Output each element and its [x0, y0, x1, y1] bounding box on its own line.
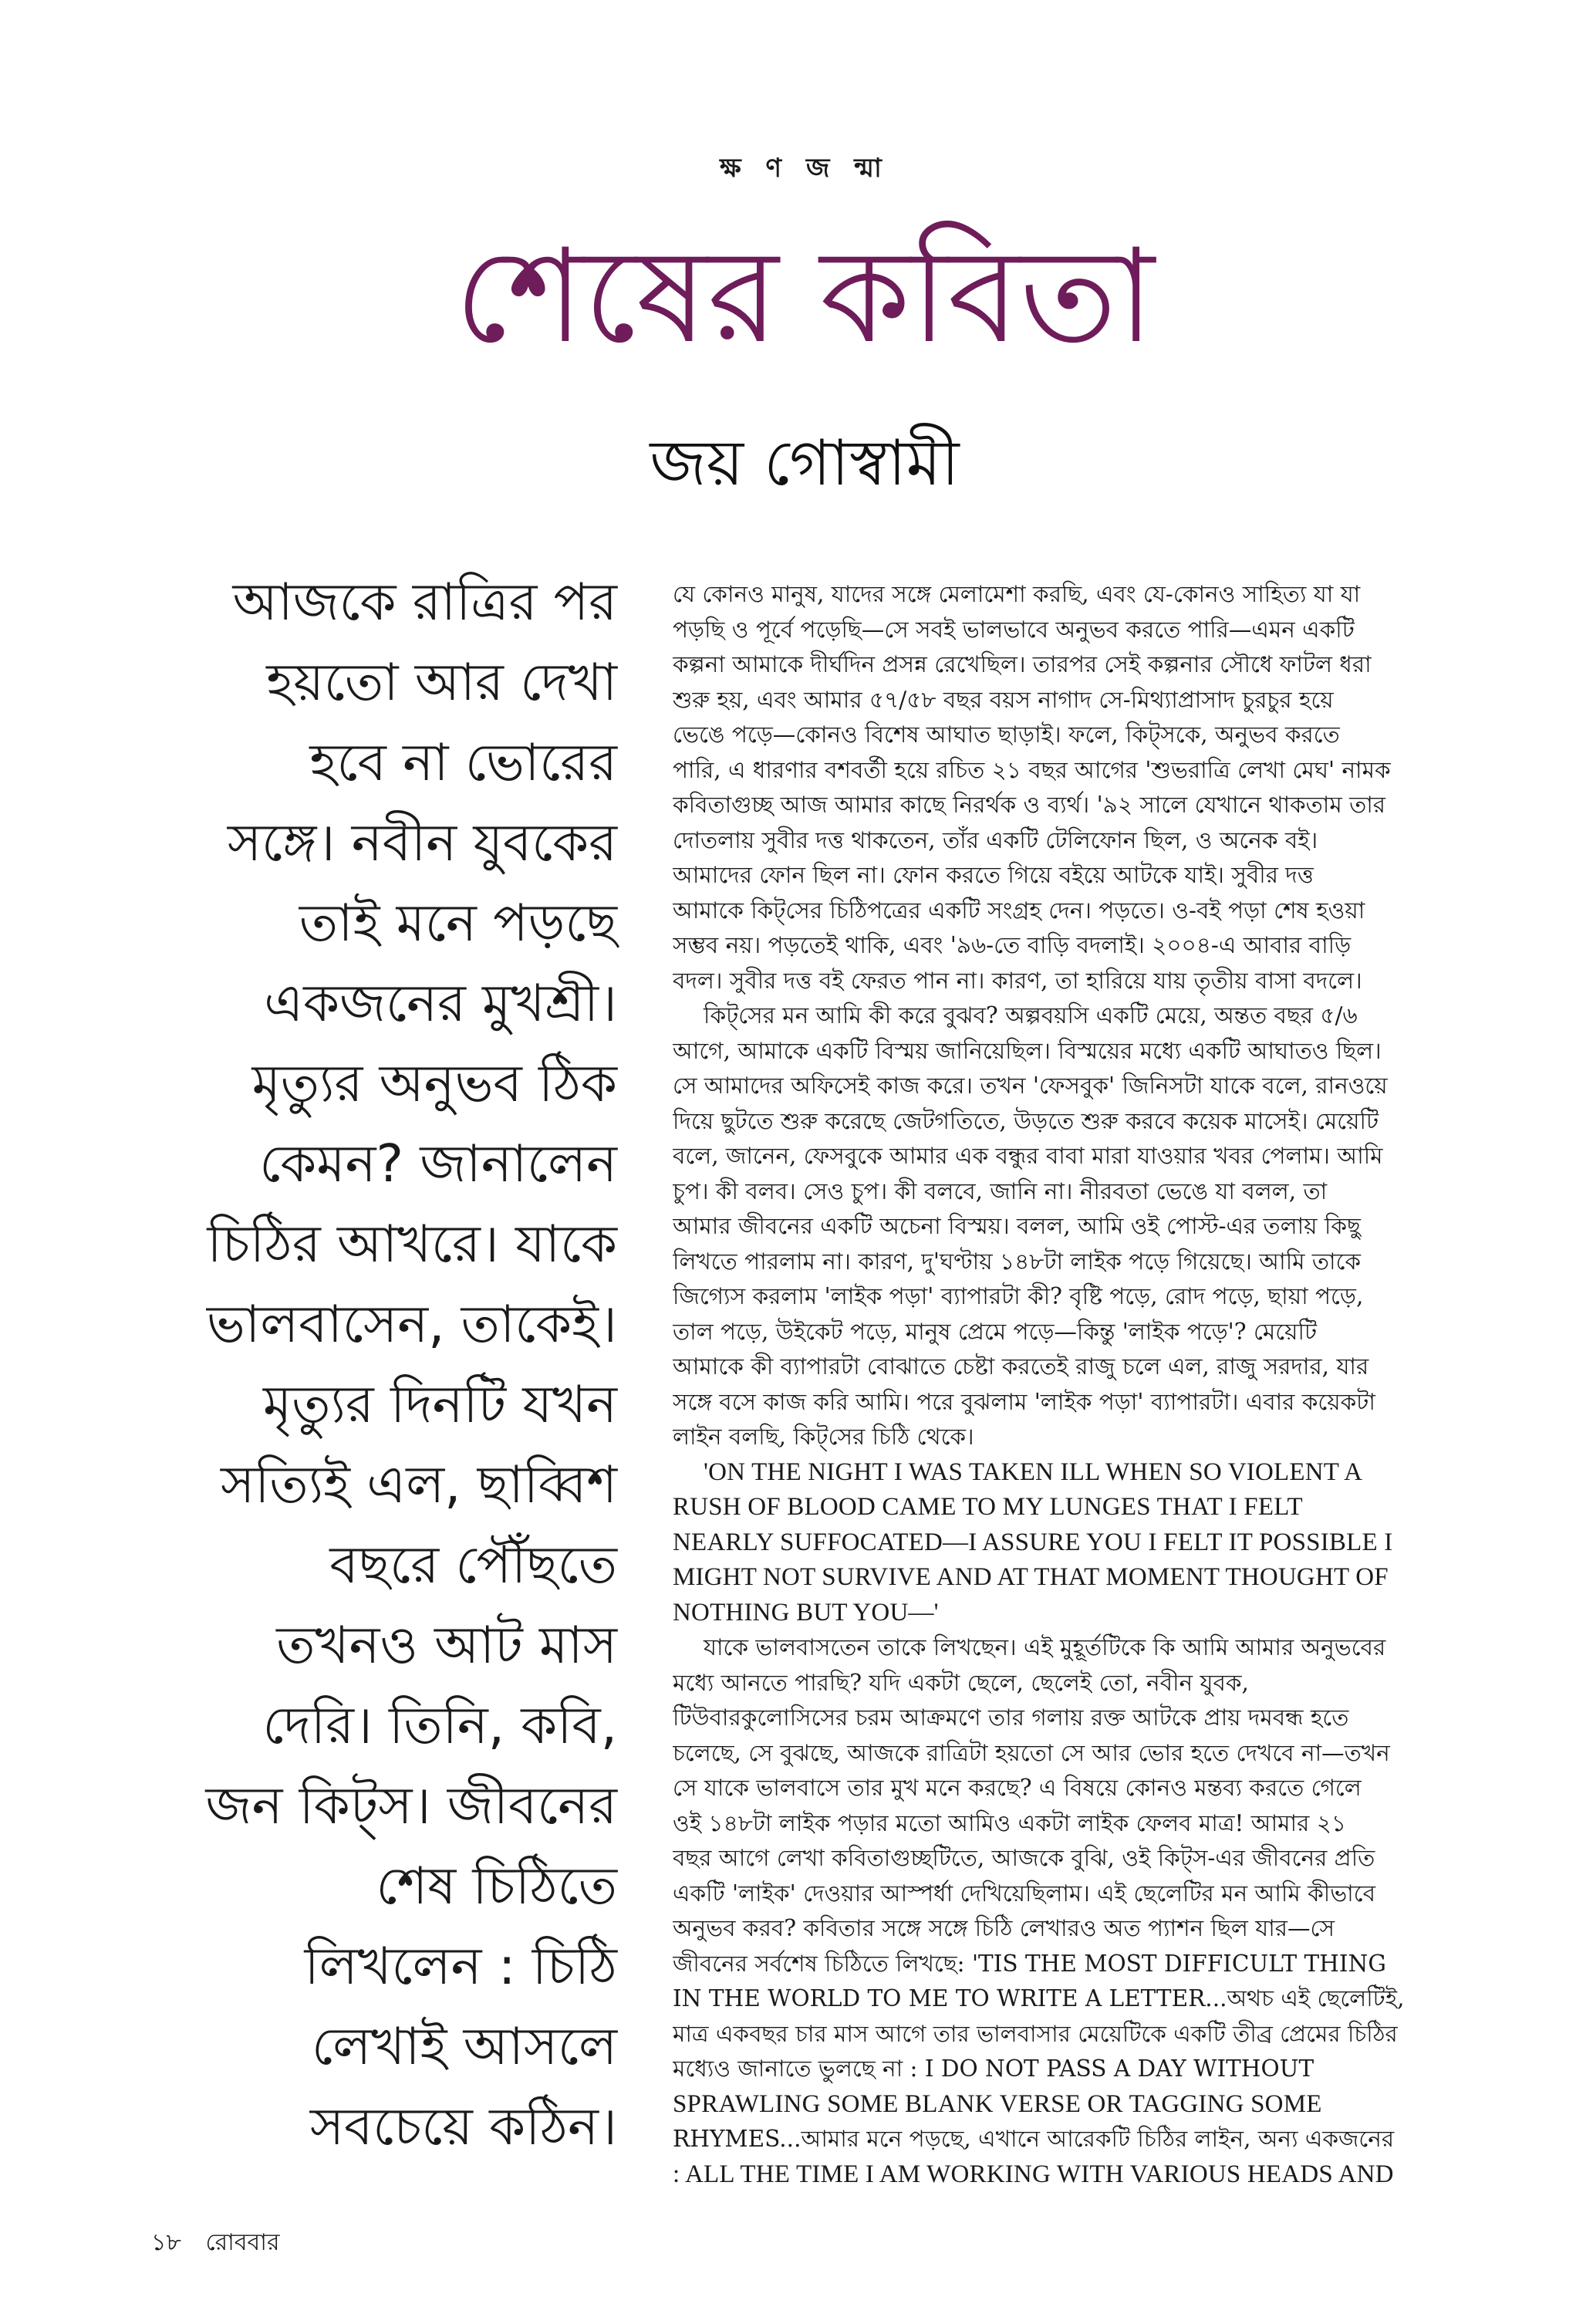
body-line: ওই ১৪৮টা লাইক পড়ার মতো আমিও একটা লাইক ফেলব মাত্র! আমার ২১ [673, 1809, 1347, 1836]
body-line: চলেছে, সে বুঝছে, আজকে রাত্রিটা হয়তো সে আর ভোর হতে দেখবে না—তখন [673, 1739, 1390, 1766]
body-line: NOTHING BUT YOU—' [673, 1598, 939, 1626]
body-line: যে কোনও মানুষ, যাদের সঙ্গে মেলামেশা করছি, এবং যে-কোনও সাহিত্য যা যা [673, 581, 1361, 607]
body-line: বছর আগে লেখা কবিতাগুচ্ছটিতে, আজকে বুঝি, ওই কিট্‌স-এর জীবনের প্রতি [673, 1845, 1375, 1871]
body-line: লিখতে পারলাম না। কারণ, দু'ঘণ্টায় ১৪৮টা লাইক পড়ে গিয়েছে। আমি তাকে [673, 1248, 1362, 1275]
body-line: কল্পনা আমাকে দীর্ঘদিন প্রসন্ন রেখেছিল। তারপর সেই কল্পনার সৌধে ফাটল ধরা [673, 651, 1372, 677]
publication-name: রোববার [205, 2229, 280, 2256]
pull-quote-line: বছরে পৌঁছতে [329, 1535, 617, 1595]
body-line: মধ্যে আনতে পারছি? যদি একটা ছেলে, ছেলেই তো, নবীন যুবক, [673, 1669, 1249, 1696]
body-line: আমাকে কিট্‌সের চিঠিপত্রের একটি সংগ্রহ দেন। পড়তে। ও-বই পড়া শেষ হওয়া [673, 897, 1365, 924]
article-title: শেষের কবিতা [454, 221, 1155, 372]
pull-quote-line: তাই মনে পড়ছে [299, 893, 617, 953]
body-line: সে আমাদের অফিসেই কাজ করে। তখন 'ফেসবুক' জিনিসটা যাকে বলে, রানওয়ে [673, 1072, 1388, 1099]
body-line: মধ্যেও জানাতে ভুলছে না : I DO NOT PASS A DAY WITHOUT [673, 2055, 1314, 2082]
body-line: একটি 'লাইক' দেওয়ার আস্পর্ধা দেখিয়েছিলাম। এই ছেলেটির মন আমি কীভাবে [673, 1880, 1376, 1907]
pull-quote-line: সঙ্গে। নবীন যুবকের [227, 812, 617, 873]
article-author: জয় গোস্বামী [650, 427, 960, 500]
pull-quote-line: চিঠির আখরে। যাকে [207, 1214, 617, 1274]
pull-quote-line: শেষ চিঠিতে [376, 1856, 617, 1916]
pull-quote-line: কেমন? জানালেন [259, 1133, 617, 1194]
body-line: চুপ। কী বলব। সেও চুপ। কী বলবে, জানি না। নীরবতা ভেঙে যা বলল, তা [673, 1177, 1328, 1204]
section-kicker: ক্ষ ণ জ ন্মা [720, 153, 889, 184]
pull-quote-line: দেরি। তিনি, কবি, [262, 1695, 617, 1755]
body-line: কবিতাগুচ্ছ আজ আমার কাছে নিরর্থক ও ব্যর্থ। '৯২ সালে যেখানে থাকতাম তার [673, 792, 1386, 818]
pull-quote-line: হবে না ভোরের [309, 732, 617, 792]
pull-quote-line: সবচেয়ে কঠিন। [309, 2096, 617, 2157]
pull-quote-line: তখনও আট মাস [276, 1615, 617, 1675]
body-line: লাইন বলছি, কিট্‌সের চিঠি থেকে। [673, 1424, 974, 1450]
page-number: ১৮ [151, 2229, 181, 2256]
body-line: জীবনের সর্বশেষ চিঠিতে লিখছে: 'TIS THE MOST DIFFICULT THING [673, 1950, 1386, 1977]
page-footer [151, 2224, 296, 2263]
pull-quote-line: লিখলেন : চিঠি [304, 1936, 617, 1996]
pull-quote-line: হয়তো আর দেখা [266, 652, 617, 712]
body-line: পড়ছি ও পূর্বে পড়েছি—সে সবই ভালভাবে অনুভব করতে পারি—এমন একটি [673, 616, 1355, 643]
body-line: আমাদের ফোন ছিল না। ফোন করতে গিয়ে বইয়ে আটকে যাই। সুবীর দত্ত [673, 862, 1314, 888]
body-line: সম্ভব নয়। পড়তেই থাকি, এবং '৯৬-তে বাড়ি বদলাই। ২০০৪-এ আবার বাড়ি [673, 932, 1352, 958]
body-line: আগে, আমাকে একটি বিস্ময় জানিয়েছিল। বিস্ময়ের মধ্যে একটি আঘাতও ছিল। [673, 1037, 1382, 1064]
body-line: RUSH OF BLOOD CAME TO MY LUNGES THAT I FELT [673, 1493, 1303, 1521]
body-line: সঙ্গে বসে কাজ করি আমি। পরে বুঝলাম 'লাইক পড়া' ব্যাপারটা। এবার কয়েকটা [673, 1388, 1375, 1415]
body-line: পারি, এ ধারণার বশবর্তী হয়ে রচিত ২১ বছর আগের 'শুভরাত্রি লেখা মেঘ' নামক [673, 756, 1391, 783]
body-line: বদল। সুবীর দত্ত বই ফেরত পান না। কারণ, তা হারিয়ে যায় তৃতীয় বাসা বদলে। [673, 967, 1362, 994]
body-line: ভেঙে পড়ে—কোনও বিশেষ আঘাত ছাড়াই। ফলে, কিট্‌সকে, অনুভব করতে [673, 721, 1340, 748]
pull-quote-line: একজনের মুখশ্রী। [264, 973, 617, 1033]
pull-quote-line: ভালবাসেন, তাকেই। [206, 1294, 617, 1354]
pull-quote-line: মৃত্যুর দিনটি যখন [263, 1374, 617, 1434]
body-line: দিয়ে ছুটতে শুরু করেছে জেটগতিতে, উড়তে শুরু করবে কয়েক মাসেই। মেয়েটি [673, 1107, 1379, 1134]
body-line: RHYMES...আমার মনে পড়ছে, এখানে আরেকটি চিঠির লাইন, অন্য একজনের [673, 2126, 1395, 2152]
pull-quote-line: জন কিট্‌স। জীবনের [205, 1775, 617, 1836]
body-line: দোতলায় সুবীর দত্ত থাকতেন, তাঁর একটি টেলিফোন ছিল, ও অনেক বই। [673, 826, 1318, 853]
body-line: IN THE WORLD TO ME TO WRITE A LETTER...অথচ এই ছেলেটিই, [673, 1985, 1405, 2012]
body-line: যাকে ভালবাসতেন তাকে লিখছেন। এই মুহূর্তটিকে কি আমি আমার অনুভবের [704, 1634, 1386, 1660]
article-body [673, 577, 1452, 2192]
body-line: SPRAWLING SOME BLANK VERSE OR TAGGING SOME [673, 2089, 1322, 2118]
pull-quote-line: লেখাই আসলে [312, 2016, 617, 2076]
body-line: জিগ্যেস করলাম 'লাইক পড়া' ব্যাপারটা কী? বৃষ্টি পড়ে, রোদ পড়ে, ছায়া পড়ে, [673, 1283, 1364, 1309]
body-line: NEARLY SUFFOCATED—I ASSURE YOU I FELT IT POSSIBLE I [673, 1528, 1393, 1556]
body-line: 'ON THE NIGHT I WAS TAKEN ILL WHEN SO VIOLENT A [704, 1458, 1363, 1486]
body-line: সে যাকে ভালবাসে তার মুখ মনে করছে? এ বিষয়ে কোনও মন্তব্য করতে গেলে [673, 1775, 1362, 1801]
pull-quote-line: মৃত্যুর অনুভব ঠিক [251, 1053, 617, 1113]
pull-quote [147, 562, 617, 2167]
body-line: অনুভব করব? কবিতার সঙ্গে সঙ্গে চিঠি লেখারও অত প্যাশন ছিল যার—সে [673, 1915, 1335, 1941]
body-line: কিট্‌সের মন আমি কী করে বুঝব? অল্পবয়সি একটি মেয়ে, অন্তত বছর ৫/৬ [704, 1002, 1358, 1029]
body-line: আমাকে কী ব্যাপারটা বোঝাতে চেষ্টা করতেই রাজু চলে এল, রাজু সরদার, যার [673, 1353, 1369, 1380]
body-line: বলে, জানেন, ফেসবুকে আমার এক বন্ধুর বাবা মারা যাওয়ার খবর পেলাম। আমি [673, 1143, 1383, 1169]
pull-quote-line: আজকে রাত্রির পর [232, 572, 617, 632]
body-line: শুরু হয়, এবং আমার ৫৭/৫৮ বছর বয়স নাগাদ সে-মিথ্যাপ্রাসাদ চুরচুর হয়ে [673, 686, 1334, 713]
body-line: মাত্র একবছর চার মাস আগে তার ভালবাসার মেয়েটিকে একটি তীব্র প্রেমের চিঠির [673, 2020, 1398, 2047]
body-line: আমার জীবনের একটি অচেনা বিস্ময়। বলল, আমি ওই পোস্ট-এর তলায় কিছু [673, 1213, 1361, 1239]
body-line: MIGHT NOT SURVIVE AND AT THAT MOMENT THOUGHT OF [673, 1563, 1389, 1591]
pull-quote-line: সত্যিই এল, ছাব্বিশ [221, 1454, 617, 1515]
body-line: : ALL THE TIME I AM WORKING WITH VARIOUS HEADS AND [673, 2160, 1394, 2188]
body-line: টিউবারকুলোসিসের চরম আক্রমণে তার গলায় রক্ত আটকে প্রায় দমবন্ধ হতে [673, 1704, 1349, 1731]
body-line: তাল পড়ে, উইকেট পড়ে, মানুষ প্রেমে পড়ে—কিন্তু 'লাইক পড়ে'? মেয়েটি [673, 1318, 1318, 1345]
